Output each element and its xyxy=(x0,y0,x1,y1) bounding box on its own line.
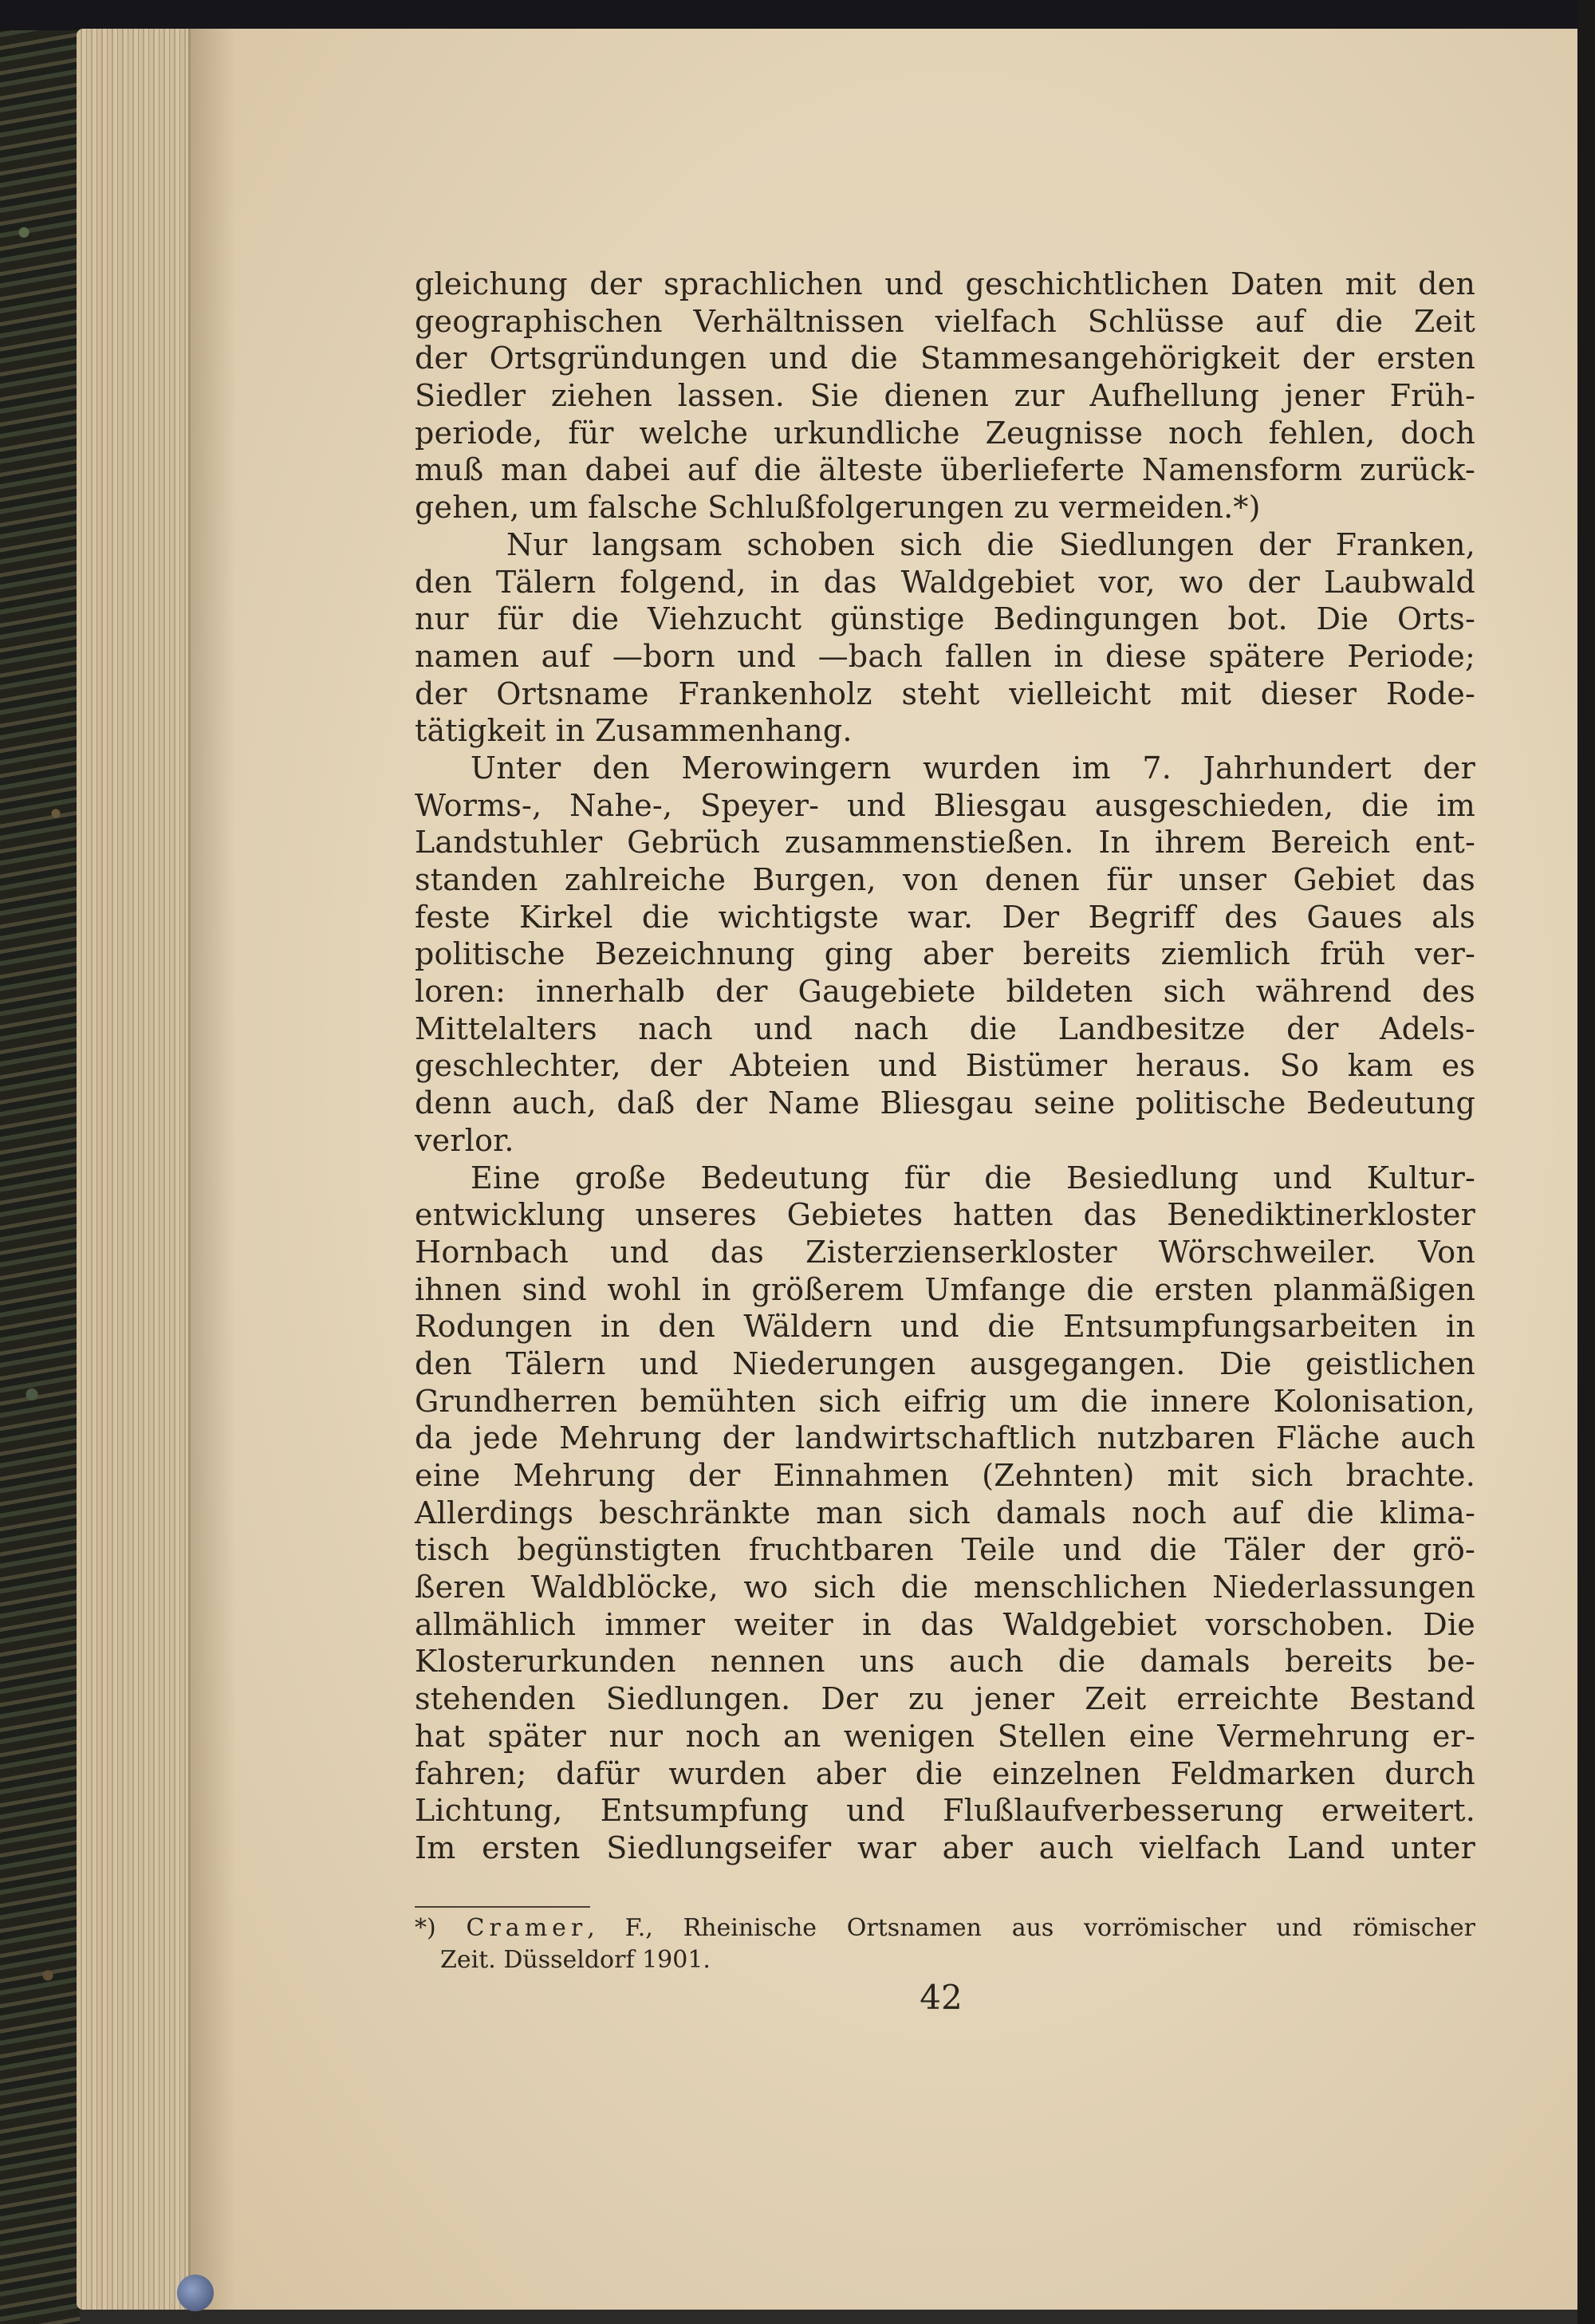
text-line: politische Bezeichnung ging aber bereits ziemlich früh ver- xyxy=(415,936,1475,972)
text-line: nur für die Viehzucht günstige Bedingungen bot. Die Orts- xyxy=(415,601,1475,637)
scan-right-edge xyxy=(1577,0,1595,2324)
text-line: Rodungen in den Wäldern und die Entsumpfungsarbeiten in xyxy=(415,1309,1475,1345)
text-line: den Tälern folgend, in das Waldgebiet vor, wo der Laubwald xyxy=(415,564,1475,600)
binding-ring xyxy=(177,2275,214,2311)
text-line: der Ortsname Frankenholz steht vielleicht mit dieser Rode- xyxy=(415,676,1475,711)
body-text xyxy=(415,266,1475,1867)
text-line: Worms-, Nahe-, Speyer- und Bliesgau ausgeschieden, die im xyxy=(415,787,1475,823)
text-line: denn auch, daß der Name Bliesgau seine politische Bedeutung xyxy=(415,1085,1475,1121)
text-line: muß man dabei auf die älteste überlieferte Namensform zurück- xyxy=(415,452,1475,488)
text-line: Lichtung, Entsumpfung und Flußlaufverbesserung erweitert. xyxy=(415,1793,1475,1829)
text-line: da jede Mehrung der landwirtschaftlich nutzbaren Fläche auch xyxy=(415,1420,1475,1456)
text-line: Grundherren bemühten sich eifrig um die innere Kolonisation, xyxy=(415,1383,1475,1419)
footnote-line: Zeit. Düsseldorf 1901. xyxy=(440,1946,711,1974)
text-line: stehenden Siedlungen. Der zu jener Zeit erreichte Bestand xyxy=(415,1681,1475,1717)
page-gutter-shadow xyxy=(188,29,236,2310)
text-line: geographischen Verhältnissen vielfach Schlüsse auf die Zeit xyxy=(415,303,1475,339)
text-line: Landstuhler Gebrüch zusammenstießen. In ihrem Bereich ent- xyxy=(415,825,1475,861)
text-line: allmählich immer weiter in das Waldgebiet vorschoben. Die xyxy=(415,1606,1475,1642)
text-line: tisch begünstigten fruchtbaren Teile und die Täler der grö- xyxy=(415,1532,1475,1568)
text-line: der Ortsgründungen und die Stammesangehörigkeit der ersten xyxy=(415,341,1475,376)
text-line: verlor. xyxy=(415,1122,514,1158)
text-line: namen auf —born und —bach fallen in diese spätere Periode; xyxy=(415,638,1475,674)
text-line: Mittelalters nach und nach die Landbesitze der Adels- xyxy=(415,1010,1475,1046)
text-line: eine Mehrung der Einnahmen (Zehnten) mit sich brachte. xyxy=(415,1458,1475,1493)
text-line: tätigkeit in Zusammenhang. xyxy=(415,713,853,749)
text-line: Siedler ziehen lassen. Sie dienen zur Aufhellung jener Früh- xyxy=(415,378,1475,414)
scan-top-edge xyxy=(0,0,1595,30)
text-line: standen zahlreiche Burgen, von denen für unser Gebiet das xyxy=(415,862,1475,897)
text-line: Klosterurkunden nennen uns auch die damals bereits be- xyxy=(415,1644,1475,1680)
footnote-citation: , F., Rheinische Ortsnamen aus vorrömischer und römischer xyxy=(587,1914,1475,1942)
text-line: fahren; dafür wurden aber die einzelnen Feldmarken durch xyxy=(415,1755,1475,1791)
footnote-marker: *) xyxy=(415,1914,436,1942)
text-line: gleichung der sprachlichen und geschichtlichen Daten mit den xyxy=(415,266,1475,301)
text-line: Allerdings beschränkte man sich damals noch auf die klima- xyxy=(415,1495,1475,1530)
book-cover xyxy=(0,0,80,2324)
text-line: Nur langsam schoben sich die Siedlungen der Franken, xyxy=(506,526,1475,562)
text-line: Im ersten Siedlungseifer war aber auch vielfach Land unter xyxy=(415,1830,1475,1865)
text-line: Eine große Bedeutung für die Besiedlung und Kultur- xyxy=(471,1160,1475,1195)
text-line: geschlechter, der Abteien und Bistümer heraus. So kam es xyxy=(415,1048,1475,1084)
text-line: den Tälern und Niederungen ausgegangen. Die geistlichen xyxy=(415,1345,1475,1381)
footnote-divider xyxy=(415,1906,590,1908)
text-line: entwicklung unseres Gebietes hatten das Benediktinerkloster xyxy=(415,1197,1475,1233)
text-line: loren: innerhalb der Gaugebiete bildeten sich während des xyxy=(415,974,1475,1010)
text-line: periode, für welche urkundliche Zeugnisse noch fehlen, doch xyxy=(415,415,1475,451)
text-line: ßeren Waldblöcke, wo sich die menschlichen Niederlassungen xyxy=(415,1570,1475,1605)
footnote-author: Cramer xyxy=(466,1914,588,1942)
page-number: 42 xyxy=(920,1978,963,2017)
text-line: feste Kirkel die wichtigste war. Der Begriff des Gaues als xyxy=(415,899,1475,935)
text-line: Unter den Merowingern wurden im 7. Jahrhundert der xyxy=(471,750,1475,786)
text-line: ihnen sind wohl in größerem Umfange die ersten planmäßigen xyxy=(415,1271,1475,1307)
footnote-line xyxy=(415,1912,1475,1944)
page-edges xyxy=(77,29,196,2310)
footnote xyxy=(415,1912,1475,1976)
text-line: hat später nur noch an wenigen Stellen eine Vermehrung er- xyxy=(415,1718,1475,1754)
text-line: Hornbach und das Zisterzienserkloster Wörschweiler. Von xyxy=(415,1234,1475,1270)
text-line: gehen, um falsche Schlußfolgerungen zu vermeiden.*) xyxy=(415,490,1261,526)
